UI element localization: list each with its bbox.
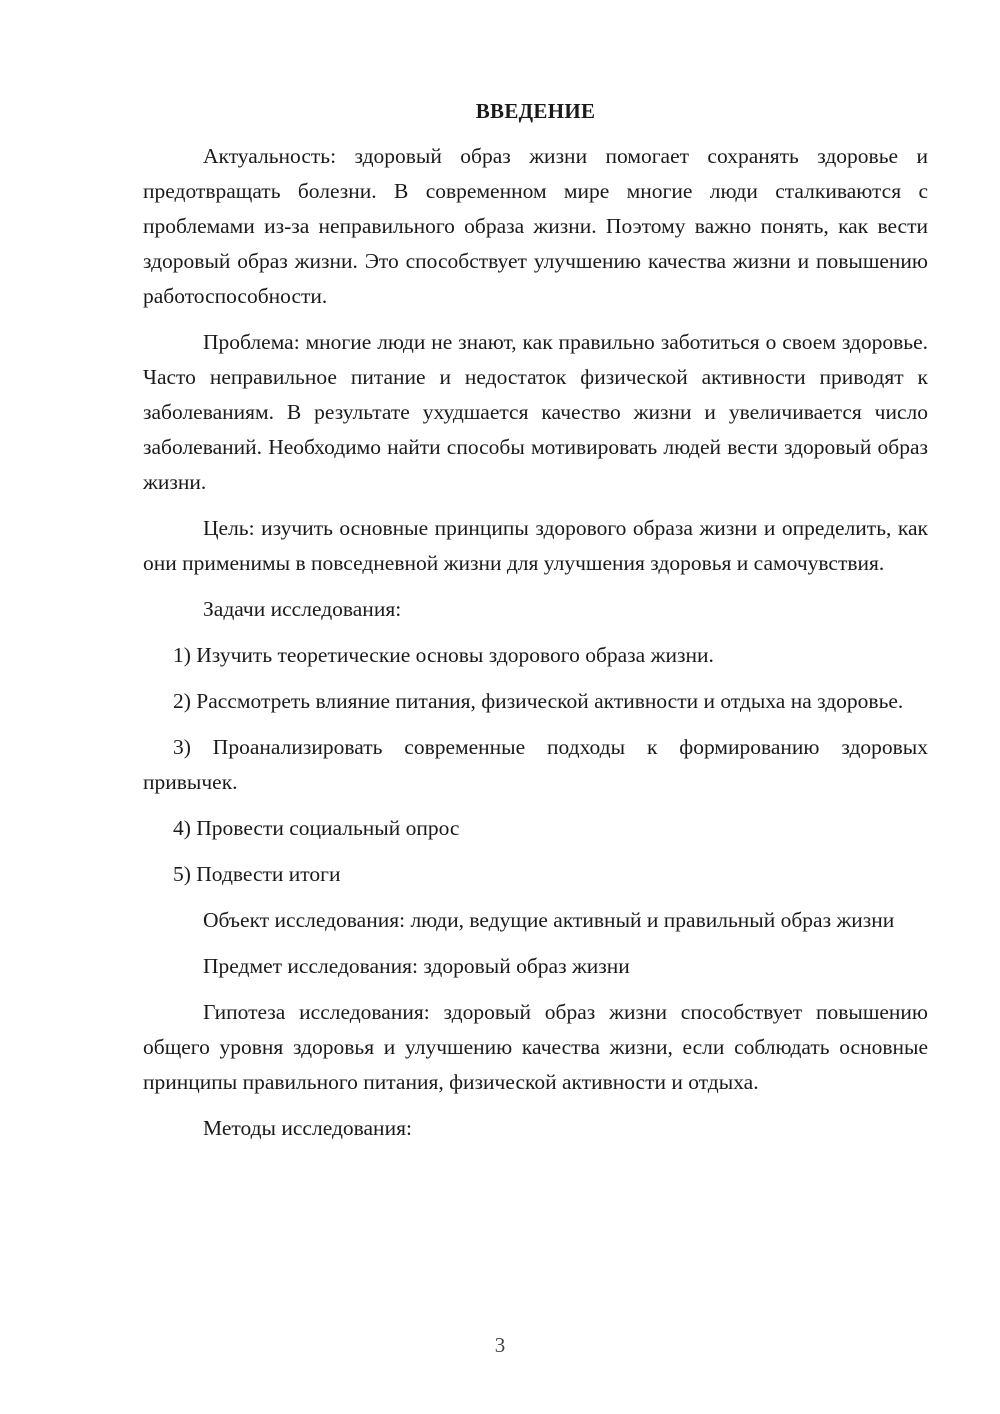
task-item-3: 3) Проанализировать современные подходы к формированию здоровых привычек. [143,735,928,794]
page-title: ВВЕДЕНИЕ [475,99,596,123]
tasks-title: Задачи исследования: [203,597,402,621]
task-item-5: 5) Подвести итоги [173,862,341,886]
paragraph-object: Объект исследования: люди, ведущие активный и правильный образ жизни [203,908,895,932]
paragraph-problem: Проблема: многие люди не знают, как правильно заботиться о своем здоровье. Часто неправильное питание и недостаток физической активности приводят к заболеваниям. В результате ухудшается качество жизни и увеличивается число заболеваний. Необходимо найти способы мотивировать людей вести здоровый образ жизни. [143,330,928,494]
task-item-4: 4) Провести социальный опрос [173,816,460,840]
task-item-1: 1) Изучить теоретические основы здорового образа жизни. [173,643,714,667]
page-number: 3 [494,1333,506,1357]
paragraph-hypothesis: Гипотеза исследования: здоровый образ жизни способствует повышению общего уровня здоровья и улучшению качества жизни, если соблюдать основные принципы правильного питания, физической активности и отдыха. [143,1000,928,1094]
paragraph-goal: Цель: изучить основные принципы здорового образа жизни и определить, как они применимы в повседневной жизни для улучшения здоровья и самочувствия. [143,516,928,575]
document-page [143,94,928,1157]
methods-title: Методы исследования: [203,1116,412,1140]
paragraph-relevance: Актуальность: здоровый образ жизни помогает сохранять здоровье и предотвращать болезни. В современном мире многие люди сталкиваются с проблемами из-за неправильного образа жизни. Поэтому важно понять, как вести здоровый образ жизни. Это способствует улучшению качества жизни и повышению работоспособности. [143,144,928,308]
paragraph-subject: Предмет исследования: здоровый образ жизни [203,954,630,978]
task-item-2: 2) Рассмотреть влияние питания, физической активности и отдыха на здоровье. [173,689,904,713]
